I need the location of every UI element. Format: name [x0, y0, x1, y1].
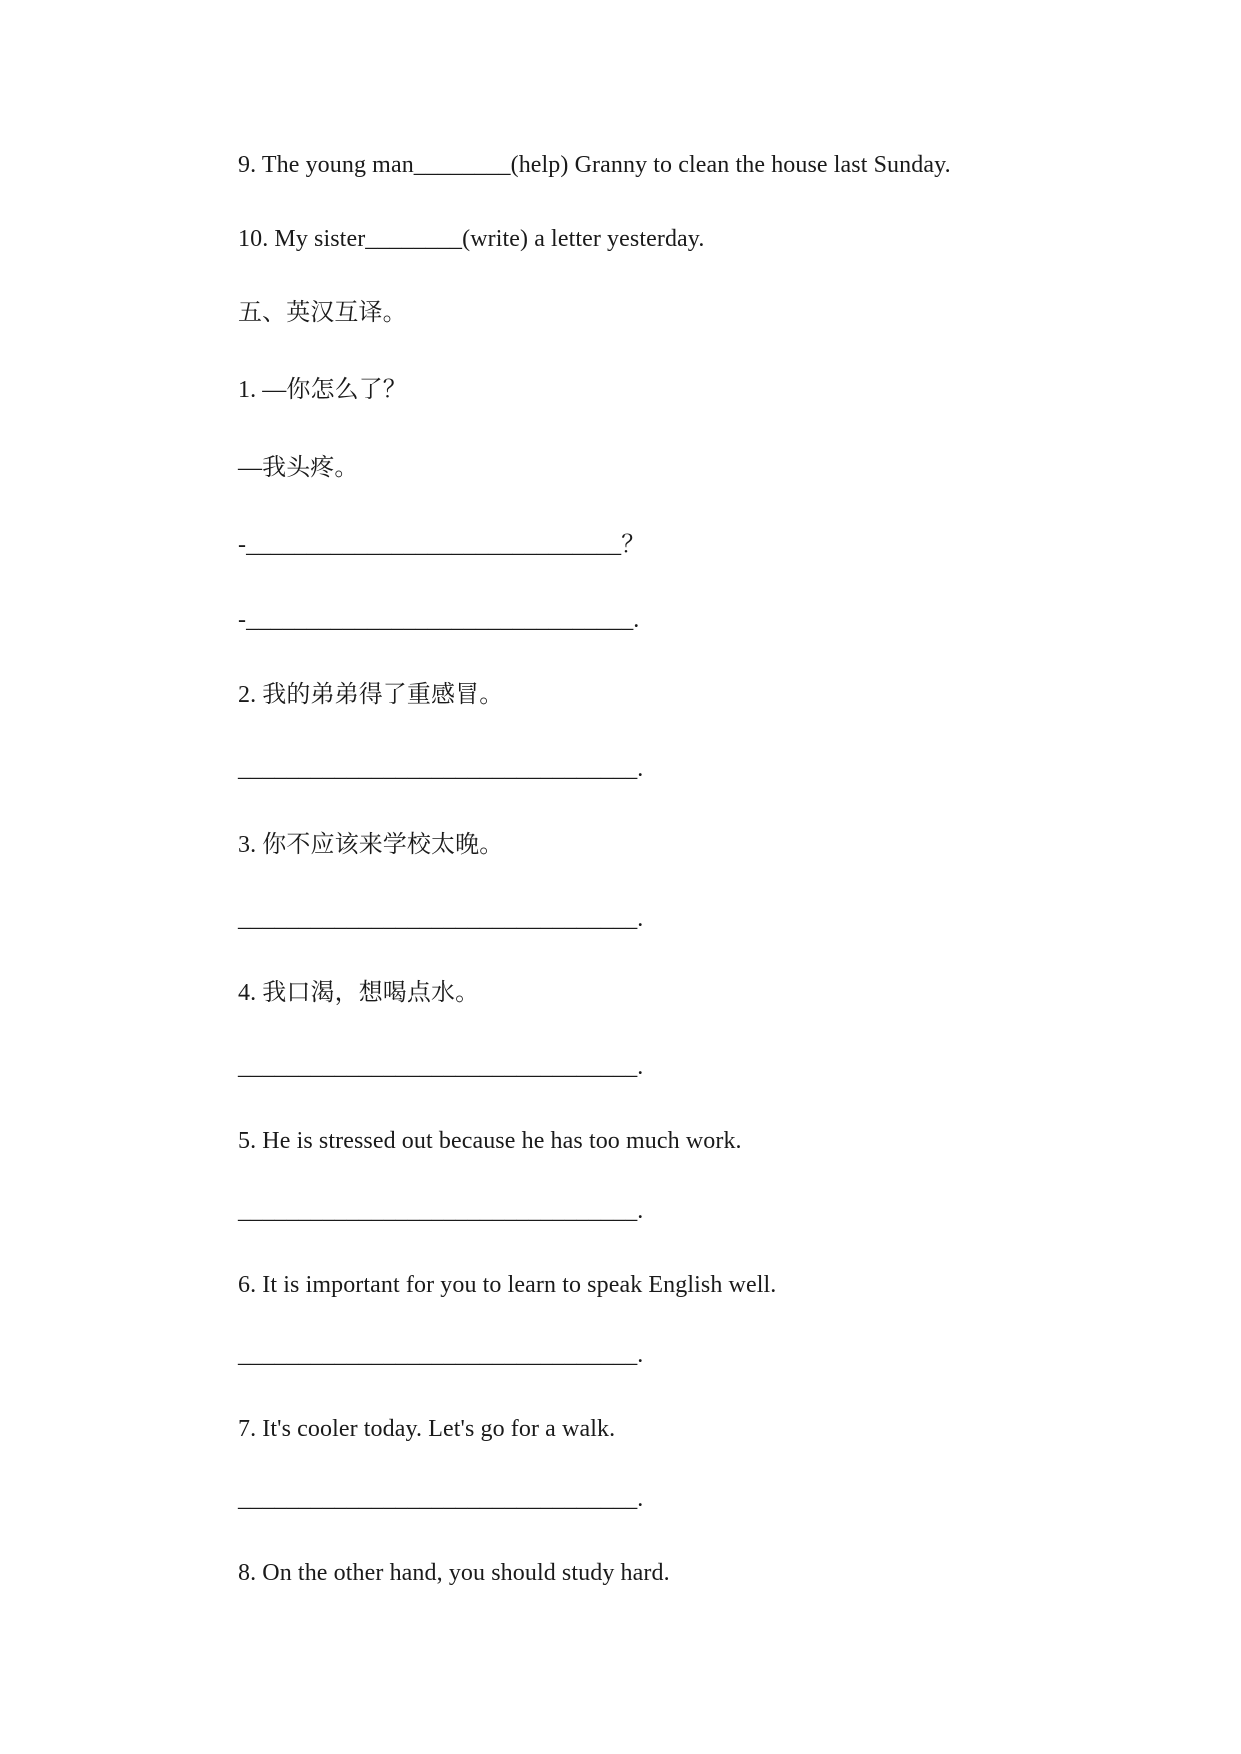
question-10-fill-blank: 10. My sister________(write) a letter yesterday. [238, 226, 705, 252]
translate-6-answer: _________________________________. [238, 1342, 644, 1368]
translate-3-answer: _________________________________. [238, 906, 644, 932]
translate-4-prompt: 4. 我口渴，想喝点水。 [238, 980, 480, 1006]
translate-8-prompt: 8. On the other hand, you should study hard. [238, 1560, 670, 1586]
translate-6-prompt: 6. It is important for you to learn to speak English well. [238, 1272, 777, 1298]
question-9-fill-blank: 9. The young man________(help) Granny to clean the house last Sunday. [238, 152, 951, 178]
translate-1-answer-b: -________________________________. [238, 607, 640, 633]
translate-7-answer: _________________________________. [238, 1486, 644, 1512]
translate-2-prompt: 2. 我的弟弟得了重感冒。 [238, 682, 504, 708]
translate-3-prompt: 3. 你不应该来学校太晚。 [238, 832, 504, 858]
translate-1-prompt-a: 1. —你怎么了？ [238, 377, 407, 403]
translate-1-answer-a: -_______________________________？ [238, 532, 646, 558]
translate-2-answer: _________________________________. [238, 756, 644, 782]
section-5-heading: 五、英汉互译。 [238, 300, 407, 326]
translate-5-answer: _________________________________. [238, 1198, 644, 1224]
translate-4-answer: _________________________________. [238, 1054, 644, 1080]
translate-5-prompt: 5. He is stressed out because he has too much work. [238, 1128, 742, 1154]
translate-7-prompt: 7. It's cooler today. Let's go for a walk. [238, 1416, 616, 1442]
translate-1-prompt-b: —我头疼。 [238, 455, 359, 481]
